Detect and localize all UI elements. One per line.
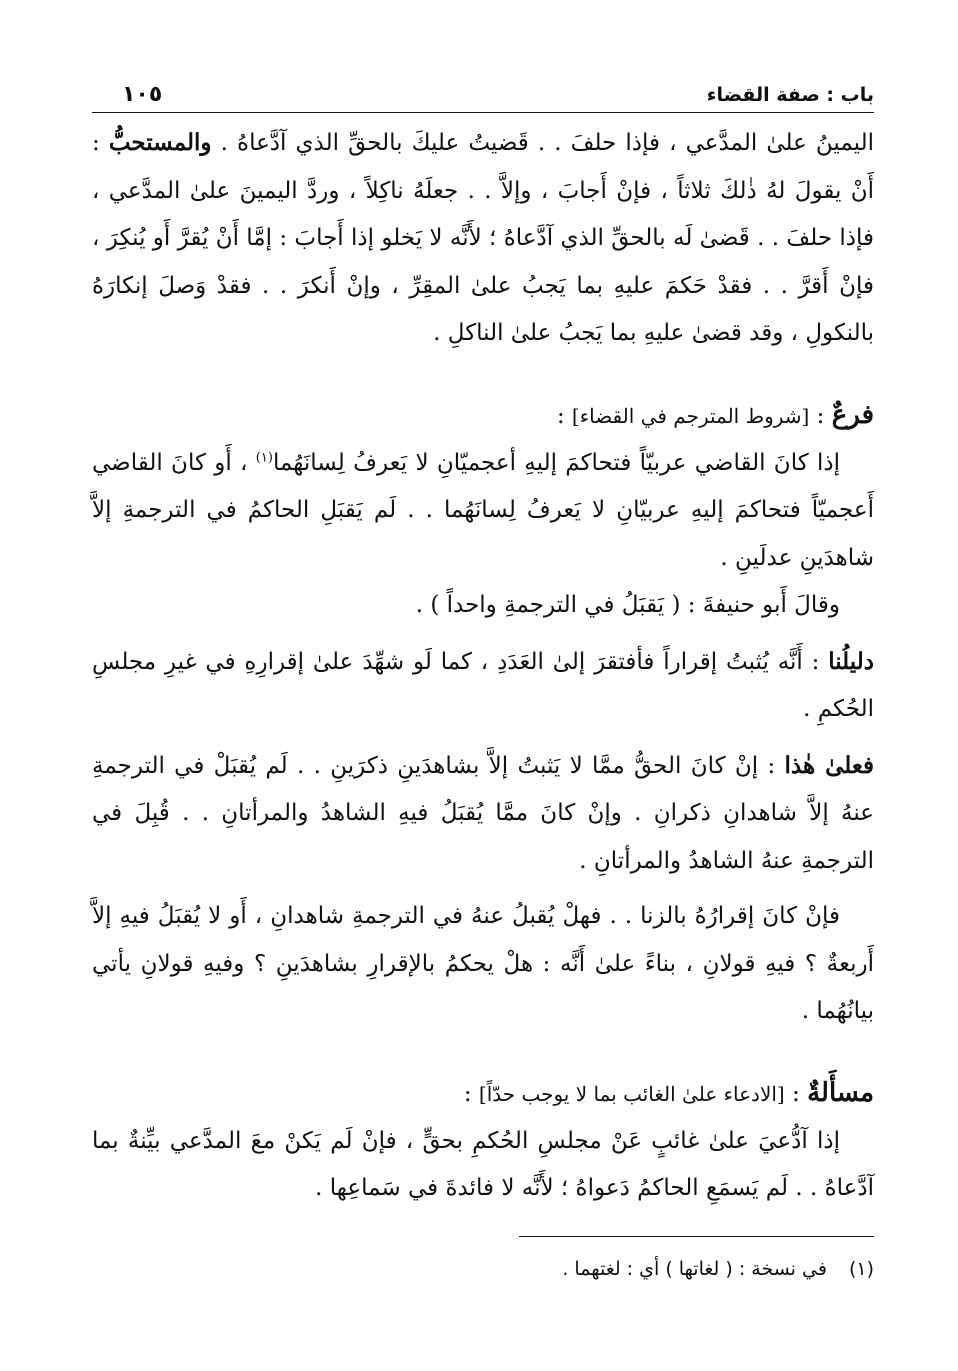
paragraph-1-bold-term: والمستحبُّ — [108, 129, 212, 156]
paragraph-5-bold-term: فعلىٰ هٰذا — [784, 751, 874, 779]
paragraph-1-text-a: اليمينُ علىٰ المدَّعي ، فإذا حلفَ . . قَضيتُ عليكَ بالحقِّ الذي آدَّعاهُ . — [211, 130, 875, 156]
section-label: مسأَلةٌ — [807, 1077, 874, 1108]
section-label: فرعٌ — [831, 399, 874, 430]
section-separator: : — [784, 1080, 808, 1107]
section-heading-issue — [92, 1070, 874, 1118]
paragraph-4 — [92, 638, 874, 734]
page-number: ١٠٥ — [122, 82, 163, 107]
footnote-divider — [519, 1236, 874, 1237]
paragraph-2 — [92, 440, 874, 583]
paragraph-3: وقالَ أَبو حنيفةَ : ( يَقبَلُ في الترجمةِ واحداً ) . — [415, 592, 840, 618]
footnote-reference[interactable]: (١) — [255, 449, 273, 465]
paragraph-4-text: : أَنَّه يُثبتُ إقراراً فأفتقرَ إلىٰ العَدَدِ ، كما لَو شهِّدَ علىٰ إقرارِهِ في غيرِ مجلسِ الحُكمِ . — [92, 648, 874, 722]
paragraph-2-text-b: ، أَو كانَ القاضي أَعجميّاً فتحاكمَ إليهِ عربيّانِ لا يَعرفُ لِسانَهُما . . لَم يَقبَلِ الحاكمُ في الترجمةِ إلاَّ شاهدَينِ عدلَينِ . — [92, 449, 874, 571]
section-title: [شروط المترجم في القضاء] — [571, 403, 810, 428]
paragraph-5 — [92, 742, 874, 886]
paragraph-6: فإنْ كانَ إقرارُهُ بالزنا . . فهلْ يُقبلُ عنهُ في الترجمةِ شاهدانِ ، أَو لا يُقبَلُ فيهِ إلاَّ أَربعةٌ ؟ فيهِ قولانِ ، بناءً علىٰ أَنَّه : هلْ يحكمُ بالإقرارِ بشاهدَينِ ؟ وفيهِ قولانِ يأتي بيانُهُما . — [92, 903, 874, 1024]
section-title: [الادعاء علىٰ الغائب بما لا يوجب حدّاً] — [478, 1081, 785, 1106]
running-head: باب : صفة القضاء — [706, 84, 874, 106]
section-end-colon: : — [463, 1080, 479, 1107]
page — [92, 78, 875, 1280]
paragraph-1 — [92, 119, 874, 358]
footnote — [92, 1254, 874, 1284]
section-heading-branch — [92, 392, 874, 440]
footnote-number: (١) — [848, 1258, 874, 1280]
paragraph-7: إذا آدُّعيَ علىٰ غائبٍ عَنْ مجلسِ الحُكمِ بحقٍّ ، فإنْ لَم يَكنْ معَ المدَّعي بيِّنةٌ بما آدَّعاهُ . . لَم يَسمَعِ الحاكمُ دَعواهُ ؛ لأَنَّه لا فائدةَ في سَماعِها . — [92, 1127, 874, 1201]
paragraph-1-text-b: : أَنْ يقولَ لهُ ذٰلكَ ثلاثاً ، فإنْ أَجابَ ، وإلاَّ . . جعلَهُ ناكِلاً ، وردَّ اليمينَ علىٰ المدَّعي ، فإذا حلفَ . . قَضىٰ لَه بالحقِّ الذي آدَّعاهُ ؛ لأَنَّه لا يَخلو إذا أَجابَ : إمَّا أَنْ يُقرَّ أَو يُنكِرَ ، فإنْ أَقرَّ . . فقدْ حَكمَ عليهِ بما يَجبُ علىٰ المقِرِّ ، وإنْ أَنكرَ . . فقدْ وَصلَ إنكارَهُ بالنكولِ ، وقد قضىٰ عليهِ بما يَجبُ علىٰ الناكلِ . — [92, 130, 874, 346]
section-separator: : — [809, 402, 832, 429]
section-end-colon: : — [556, 402, 572, 429]
paragraph-5-text: : إنْ كانَ الحقُّ ممَّا لا يَثبتُ إلاَّ بشاهدَينِ ذكرَينِ . . لَم يُقبَلْ في الترجمةِ عنهُ إلاَّ شاهدانِ ذكرانِ . وإنْ كانَ ممَّا يُقبَلُ فيهِ الشاهدُ والمرأتانِ . . قُبِلَ في الترجمةِ عنهُ الشاهدُ والمرأتانِ . — [92, 752, 874, 874]
footnote-text: في نسخة : ( لغاتها ) أي : لغتهما . — [562, 1258, 827, 1280]
paragraph-2-text-a: إذا كانَ القاضي عربيّاً فتحاكمَ إليهِ أعجميّانِ لا يَعرفُ لِسانَهُما — [272, 449, 840, 476]
paragraph-4-bold-term: دليلُنا — [828, 647, 874, 675]
page-header — [92, 78, 874, 113]
